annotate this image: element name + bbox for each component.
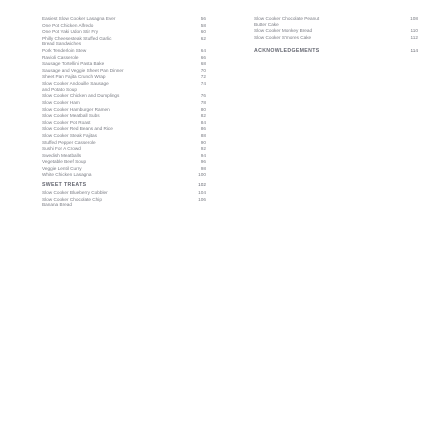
entry-title: Slow Cooker Blueberry Cobbler xyxy=(42,190,108,196)
entry-page-number: 110 xyxy=(410,28,418,34)
toc-entry xyxy=(254,35,418,41)
entry-title: Vegetable Beef Soup xyxy=(42,159,87,165)
entry-page-number: 60 xyxy=(200,29,206,35)
entry-title: Stuffed Pepper Casserole xyxy=(42,139,96,145)
entry-page-number: 76 xyxy=(200,93,206,99)
entry-title: Slow Cooker Red Beans and Rice xyxy=(42,126,113,132)
entry-page-number: 72 xyxy=(200,74,206,80)
entry-page-number: 88 xyxy=(200,132,206,138)
entry-page-number: 68 xyxy=(200,61,206,67)
entry-title: Sausage Tortellini Pasta Bake xyxy=(42,61,105,67)
toc-entry xyxy=(42,68,206,74)
toc-section-heading xyxy=(254,48,418,54)
toc-right-column xyxy=(254,16,418,56)
entry-title: Slow Cooker Steak Fajitas xyxy=(42,132,97,138)
toc-entry xyxy=(42,133,206,139)
entry-title: Slow Cooker Chocolate Peanut Butter Cake xyxy=(254,16,320,27)
toc-entry xyxy=(42,93,206,99)
toc-entry xyxy=(42,100,206,106)
entry-page-number: 78 xyxy=(200,99,206,105)
entry-page-number: 66 xyxy=(200,54,206,60)
toc-entry xyxy=(42,36,206,47)
entry-title: Slow Cooker Meatball Subs xyxy=(42,113,100,119)
toc-entry xyxy=(42,159,206,165)
entry-page-number: 64 xyxy=(200,48,206,54)
entry-title: Sushi For A Crowd xyxy=(42,146,81,152)
toc-entry xyxy=(42,126,206,132)
toc-entry xyxy=(42,166,206,172)
entry-title: Pork Tenderloin Stew xyxy=(42,48,87,54)
entry-page-number: 96 xyxy=(200,159,206,165)
entry-title: Philly Cheesesteak Stuffed Garlic Bread Sandwiches xyxy=(42,35,112,47)
toc-left-column xyxy=(42,16,206,209)
section-page-number: 114 xyxy=(410,47,418,53)
entry-title: Slow Cooker Hamburger Ramen xyxy=(42,106,110,112)
entry-title: Easiest Slow Cooker Lasagna Ever xyxy=(42,16,116,21)
entry-title: Sausage and Veggie Sheet Pan Dinner xyxy=(42,67,124,73)
toc-entry xyxy=(42,172,206,178)
toc-list xyxy=(42,190,206,208)
toc-section-heading xyxy=(42,182,206,188)
entry-title: Slow Cooker Chocolate Chip Banana Bread xyxy=(42,196,102,208)
toc-entry xyxy=(42,197,206,208)
entry-title: Slow Cooker Pot Roast xyxy=(42,119,91,125)
toc-list xyxy=(42,16,206,178)
toc-entry xyxy=(42,55,206,61)
toc-list xyxy=(254,16,418,41)
toc-entry xyxy=(42,153,206,159)
entry-page-number: 86 xyxy=(200,126,206,132)
toc-entry xyxy=(42,146,206,152)
section-page-number: 102 xyxy=(198,182,206,188)
entry-title: Slow Cooker Ham xyxy=(42,99,80,105)
toc-entry xyxy=(42,74,206,80)
entry-page-number: 58 xyxy=(200,22,206,28)
entry-title: Slow Cooker S'mores Cake xyxy=(254,34,312,40)
toc-entry xyxy=(42,23,206,29)
toc-entry xyxy=(42,113,206,119)
entry-page-number: 100 xyxy=(198,172,206,178)
toc-entry xyxy=(42,16,206,22)
entry-title: Swedish Meatballs xyxy=(42,152,82,158)
entry-page-number: 84 xyxy=(200,119,206,125)
toc-entry xyxy=(42,140,206,146)
entry-title: Slow Cooker Andouille Sausage and Potato Soup xyxy=(42,81,109,92)
entry-title: One Pot Yaki Udon Stir Fry xyxy=(42,29,99,35)
toc-entry xyxy=(42,48,206,54)
entry-page-number: 70 xyxy=(200,67,206,73)
section-title: SWEET TREATS xyxy=(42,182,87,189)
entry-page-number: 62 xyxy=(200,35,206,41)
entry-page-number: 80 xyxy=(200,106,206,112)
toc-entry xyxy=(42,190,206,196)
entry-title: Slow Cooker Chicken and Dumplings xyxy=(42,93,120,99)
section-title: ACKNOWLEDGEMENTS xyxy=(254,47,320,54)
entry-page-number: 106 xyxy=(198,196,206,202)
toc-entry xyxy=(42,81,206,92)
toc-entry xyxy=(42,120,206,126)
toc-entry xyxy=(254,16,418,27)
entry-title: White Chicken Lasagna xyxy=(42,172,92,178)
entry-title: Ravioli Casserole xyxy=(42,54,79,60)
entry-page-number: 98 xyxy=(200,165,206,171)
entry-page-number: 108 xyxy=(410,16,418,21)
entry-title: One Pot Chicken Alfredo xyxy=(42,22,94,28)
entry-title: Sheet Pan Fajita Crunch Wrap xyxy=(42,74,106,80)
toc-entry xyxy=(254,28,418,34)
entry-page-number: 104 xyxy=(198,190,206,196)
entry-title: Slow Cooker Monkey Bread xyxy=(254,28,313,34)
entry-page-number: 56 xyxy=(200,16,206,21)
toc-entry xyxy=(42,61,206,67)
toc-entry xyxy=(42,29,206,35)
entry-page-number: 94 xyxy=(200,152,206,158)
entry-page-number: 112 xyxy=(410,34,418,40)
entry-page-number: 92 xyxy=(200,146,206,152)
entry-page-number: 82 xyxy=(200,113,206,119)
entry-page-number: 90 xyxy=(200,139,206,145)
entry-page-number: 74 xyxy=(200,81,206,87)
toc-entry xyxy=(42,107,206,113)
entry-title: Veggie Lentil Curry xyxy=(42,165,82,171)
